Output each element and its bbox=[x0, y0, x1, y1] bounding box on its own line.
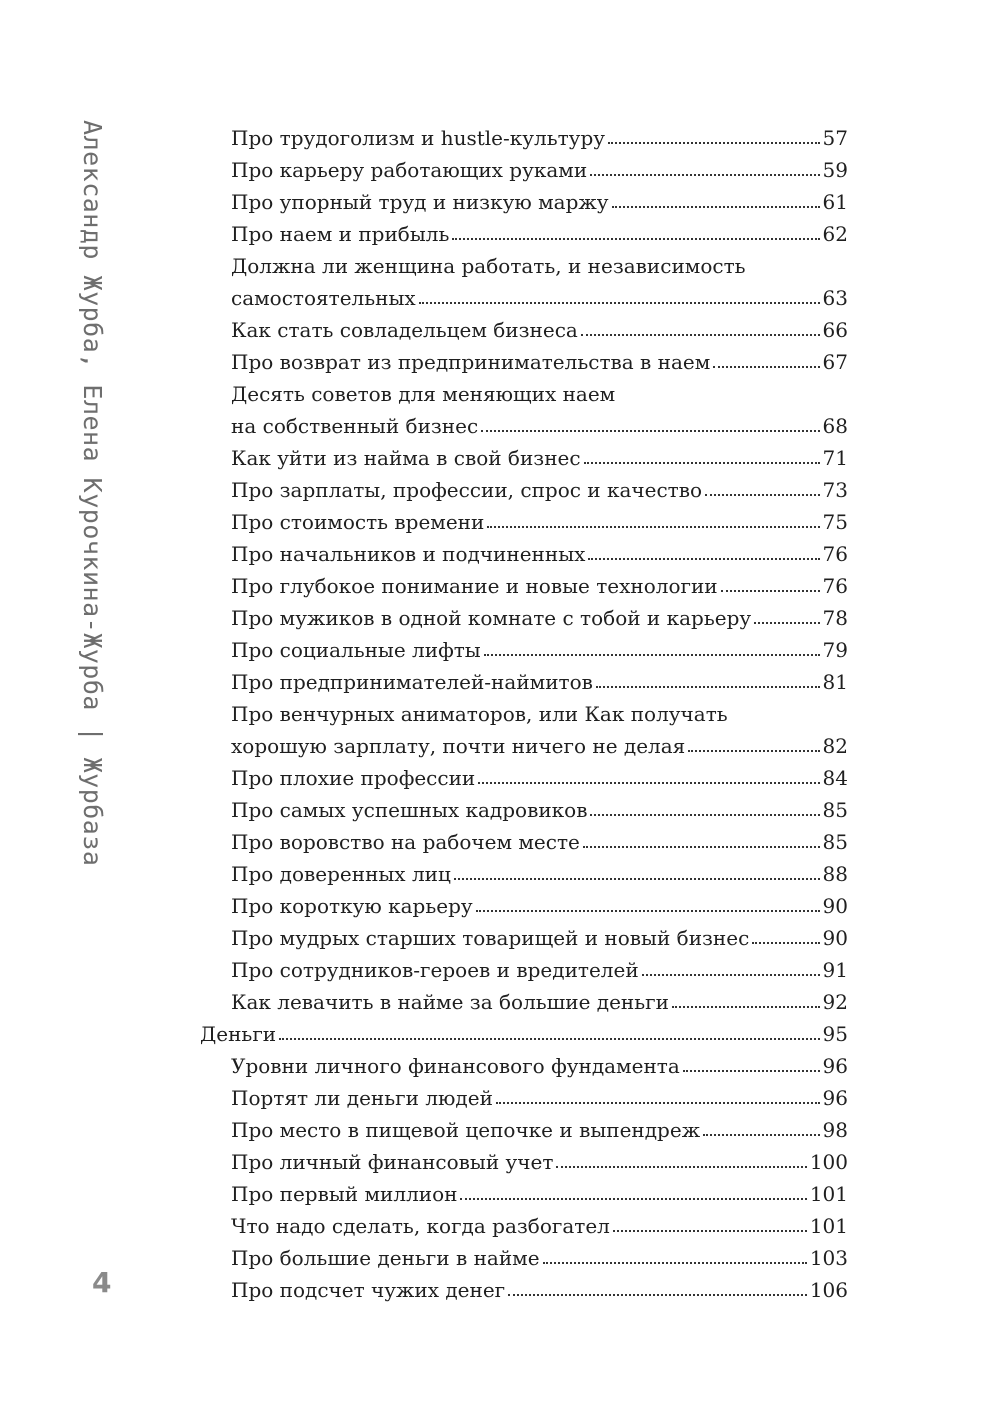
toc-entry[interactable] bbox=[200, 918, 848, 950]
toc-entry[interactable] bbox=[200, 1238, 848, 1270]
toc-entry-page: 84 bbox=[822, 766, 848, 790]
toc-entry-page: 57 bbox=[822, 126, 848, 150]
toc-entry-page: 78 bbox=[822, 606, 848, 630]
toc-entry[interactable] bbox=[200, 982, 848, 1014]
toc-entry-page: 73 bbox=[822, 478, 848, 502]
toc-leader-dots bbox=[713, 366, 819, 368]
toc-entry-title: Про возврат из предпринимательства в наем bbox=[231, 350, 711, 374]
toc-entry-title: Про наем и прибыль bbox=[231, 222, 450, 246]
toc-leader-dots bbox=[581, 334, 820, 336]
toc-entry[interactable] bbox=[200, 470, 848, 502]
toc-entry[interactable] bbox=[200, 662, 848, 694]
toc-leader-dots bbox=[588, 558, 819, 560]
toc-entry[interactable] bbox=[200, 502, 848, 534]
toc-entry-title: Про место в пищевой цепочке и выпендреж bbox=[231, 1118, 701, 1142]
toc-entry-page: 67 bbox=[822, 350, 848, 374]
toc-entry-title: Про социальные лифты bbox=[231, 638, 481, 662]
toc-leader-dots bbox=[584, 462, 820, 464]
toc-entry[interactable] bbox=[200, 534, 848, 566]
toc-entry-title: Про сотрудников-героев и вредителей bbox=[231, 958, 639, 982]
toc-entry-title: Про зарплаты, профессии, спрос и качество bbox=[231, 478, 703, 502]
toc-entry[interactable] bbox=[200, 182, 848, 214]
toc-leader-dots bbox=[476, 910, 820, 912]
toc-entry-title: Про подсчет чужих денег bbox=[231, 1278, 506, 1302]
toc-leader-dots bbox=[508, 1294, 807, 1296]
toc-entry-title: Про доверенных лиц bbox=[231, 862, 451, 886]
toc-leader-dots bbox=[703, 1134, 819, 1136]
toc-entry-title: Десять советов для меняющих наем bbox=[231, 382, 616, 406]
toc-entry[interactable] bbox=[200, 822, 848, 854]
toc-entry[interactable] bbox=[200, 598, 848, 630]
toc-entry[interactable] bbox=[200, 630, 848, 662]
toc-entry-page: 61 bbox=[822, 190, 848, 214]
toc-entry-page: 68 bbox=[822, 414, 848, 438]
toc-leader-dots bbox=[454, 878, 820, 880]
toc-leader-dots bbox=[590, 174, 819, 176]
toc-entry-title: Про самых успешных кадровиков bbox=[231, 798, 588, 822]
toc-entry[interactable] bbox=[200, 758, 848, 790]
toc-entry[interactable] bbox=[200, 950, 848, 982]
page-number: 4 bbox=[92, 1266, 112, 1299]
toc-leader-dots bbox=[688, 750, 819, 752]
toc-entry-page: 66 bbox=[822, 318, 848, 342]
toc-entry-page: 76 bbox=[822, 574, 848, 598]
toc-entry-title: Про упорный труд и низкую маржу bbox=[231, 190, 609, 214]
toc-entry-page: 82 bbox=[822, 734, 848, 758]
toc-entry[interactable] bbox=[200, 886, 848, 918]
toc-entry[interactable] bbox=[200, 214, 848, 246]
toc-entry-page: 76 bbox=[822, 542, 848, 566]
toc-entry[interactable] bbox=[200, 1206, 848, 1238]
toc-entry-title: Про большие деньги в найме bbox=[231, 1246, 540, 1270]
toc-entry-page: 96 bbox=[822, 1086, 848, 1110]
toc-entry-title: Деньги bbox=[200, 1022, 277, 1046]
toc-leader-dots bbox=[460, 1198, 806, 1200]
toc-entry[interactable] bbox=[200, 1046, 848, 1078]
toc-entry-title: Про воровство на рабочем месте bbox=[231, 830, 580, 854]
toc-entry-title: Про мудрых старших товарищей и новый бизнес bbox=[231, 926, 750, 950]
toc-entry[interactable] bbox=[200, 278, 848, 310]
table-of-contents bbox=[200, 118, 848, 1302]
toc-entry-page: 106 bbox=[809, 1278, 848, 1302]
toc-entry-page: 100 bbox=[809, 1150, 848, 1174]
toc-entry[interactable] bbox=[200, 790, 848, 822]
toc-entry-page: 101 bbox=[809, 1214, 848, 1238]
toc-entry[interactable] bbox=[200, 118, 848, 150]
toc-leader-dots bbox=[754, 622, 819, 624]
toc-leader-dots bbox=[752, 942, 819, 944]
toc-leader-dots bbox=[683, 1070, 820, 1072]
toc-entry-title: Про личный финансовый учет bbox=[231, 1150, 554, 1174]
toc-leader-dots bbox=[487, 526, 819, 528]
toc-entry[interactable] bbox=[200, 406, 848, 438]
toc-entry-page: 71 bbox=[822, 446, 848, 470]
toc-entry-title: Как стать совладельцем бизнеса bbox=[231, 318, 578, 342]
toc-entry-page: 95 bbox=[822, 1022, 848, 1046]
toc-entry-page: 88 bbox=[822, 862, 848, 886]
toc-entry-title: самостоятельных bbox=[231, 286, 416, 310]
toc-entry[interactable] bbox=[200, 854, 848, 886]
toc-entry-title: Про мужиков в одной комнате с тобой и карьеру bbox=[231, 606, 752, 630]
toc-entry[interactable] bbox=[200, 1110, 848, 1142]
toc-entry-title: Как уйти из найма в свой бизнес bbox=[231, 446, 581, 470]
toc-entry-line bbox=[200, 246, 848, 278]
toc-entry-page: 62 bbox=[822, 222, 848, 246]
toc-entry-page: 90 bbox=[822, 926, 848, 950]
toc-entry-page: 81 bbox=[822, 670, 848, 694]
toc-entry-page: 85 bbox=[822, 830, 848, 854]
toc-entry-title: Про короткую карьеру bbox=[231, 894, 473, 918]
toc-leader-dots bbox=[452, 238, 819, 240]
toc-entry-page: 79 bbox=[822, 638, 848, 662]
toc-entry-title: на собственный бизнес bbox=[231, 414, 479, 438]
toc-leader-dots bbox=[590, 814, 819, 816]
toc-entry-title: Уровни личного финансового фундамента bbox=[231, 1054, 680, 1078]
toc-entry[interactable] bbox=[200, 726, 848, 758]
toc-entry-title: Как левачить в найме за большие деньги bbox=[231, 990, 669, 1014]
toc-entry-title: Про карьеру работающих руками bbox=[231, 158, 588, 182]
toc-entry[interactable] bbox=[200, 310, 848, 342]
toc-entry-page: 90 bbox=[822, 894, 848, 918]
toc-leader-dots bbox=[543, 1262, 807, 1264]
toc-entry-page: 92 bbox=[822, 990, 848, 1014]
toc-entry-title: Про начальников и подчиненных bbox=[231, 542, 586, 566]
toc-entry[interactable] bbox=[200, 1174, 848, 1206]
toc-entry-page: 98 bbox=[822, 1118, 848, 1142]
toc-leader-dots bbox=[484, 654, 820, 656]
toc-leader-dots bbox=[478, 782, 819, 784]
toc-entry-title: Про предпринимателей-наймитов bbox=[231, 670, 593, 694]
toc-entry-page: 96 bbox=[822, 1054, 848, 1078]
toc-entry-title: Про первый миллион bbox=[231, 1182, 458, 1206]
toc-entry-page: 59 bbox=[822, 158, 848, 182]
toc-entry[interactable] bbox=[200, 566, 848, 598]
toc-leader-dots bbox=[608, 142, 820, 144]
toc-entry-page: 101 bbox=[809, 1182, 848, 1206]
toc-entry[interactable] bbox=[200, 438, 848, 470]
toc-leader-dots bbox=[642, 974, 820, 976]
toc-leader-dots bbox=[596, 686, 820, 688]
toc-entry-title: хорошую зарплату, почти ничего не делая bbox=[231, 734, 686, 758]
toc-leader-dots bbox=[613, 1230, 807, 1232]
toc-entry-title: Про плохие профессии bbox=[231, 766, 476, 790]
toc-leader-dots bbox=[496, 1102, 820, 1104]
toc-entry[interactable] bbox=[200, 1142, 848, 1174]
toc-leader-dots bbox=[705, 494, 820, 496]
toc-entry-page: 75 bbox=[822, 510, 848, 534]
toc-leader-dots bbox=[556, 1166, 806, 1168]
toc-leader-dots bbox=[721, 590, 820, 592]
toc-entry-page: 91 bbox=[822, 958, 848, 982]
toc-entry-title: Про трудоголизм и hustle-культуру bbox=[231, 126, 606, 150]
toc-entry-line bbox=[200, 374, 848, 406]
toc-entry-title: Про венчурных аниматоров, или Как получать bbox=[231, 702, 728, 726]
toc-leader-dots bbox=[583, 846, 820, 848]
toc-entry-title: Про глубокое понимание и новые технологии bbox=[231, 574, 718, 598]
toc-entry-page: 63 bbox=[822, 286, 848, 310]
toc-entry[interactable] bbox=[200, 150, 848, 182]
toc-leader-dots bbox=[612, 206, 820, 208]
toc-entry-page: 85 bbox=[822, 798, 848, 822]
toc-entry-line bbox=[200, 694, 848, 726]
toc-entry-title: Про стоимость времени bbox=[231, 510, 485, 534]
toc-section[interactable] bbox=[200, 1014, 848, 1046]
toc-entry-page: 103 bbox=[809, 1246, 848, 1270]
running-head: Александр Журба, Елена Курочкина-Журба | Журбаза bbox=[78, 120, 107, 867]
toc-entry[interactable] bbox=[200, 1078, 848, 1110]
toc-entry[interactable] bbox=[200, 1270, 848, 1302]
toc-entry-title: Что надо сделать, когда разбогател bbox=[231, 1214, 610, 1238]
toc-entry[interactable] bbox=[200, 342, 848, 374]
toc-entry-title: Портят ли деньги людей bbox=[231, 1086, 493, 1110]
toc-leader-dots bbox=[279, 1038, 819, 1040]
toc-leader-dots bbox=[481, 430, 819, 432]
toc-entry-title: Должна ли женщина работать, и независимость bbox=[231, 254, 746, 278]
toc-leader-dots bbox=[672, 1006, 820, 1008]
toc-leader-dots bbox=[419, 302, 820, 304]
